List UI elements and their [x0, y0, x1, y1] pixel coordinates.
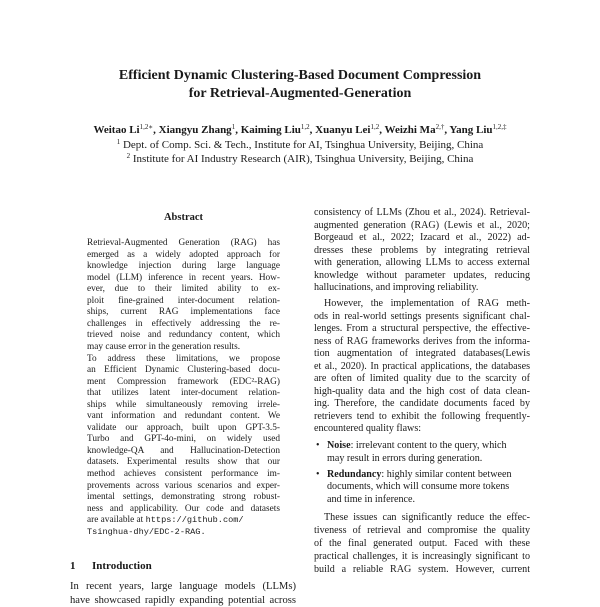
author-name: Weitao Li: [93, 124, 140, 136]
author-affiliation-mark: 1: [231, 123, 236, 131]
body-line: knowledge without parameter updates, reducing: [314, 269, 530, 281]
bullet-text: : highly similar content between: [381, 468, 512, 480]
abstract-line: ploit fine-grained inter-document relation-: [87, 295, 280, 306]
affiliation-2: [0, 153, 600, 166]
body-line: encountered quality flaws:: [314, 423, 422, 434]
abstract-line: that utilizes latent inter-document relation-: [87, 388, 280, 399]
body-line: of the final generated output. Faced with these: [314, 537, 530, 549]
body-line: These issues can significantly reduce the effec-: [324, 511, 530, 523]
abstract-line: method achieves consistent performance im-: [87, 469, 280, 479]
affiliation-text: Dept. of Comp. Sci. & Tech., Institute for AI, Tsinghua University, Beijing, China: [122, 139, 484, 151]
body-line: However, the implementation of RAG meth-: [324, 298, 530, 309]
abstract-line: provements across various scenarios and exper-: [87, 480, 280, 491]
abstract-line: Turbo and GPT-4o-mini, on widely used: [87, 434, 280, 445]
section-heading-introduction: [70, 560, 152, 572]
introduction-line: have showcased rapidly expanding potential across: [70, 595, 296, 606]
abstract-line: are available at https://github.com/: [87, 515, 244, 526]
author-affiliation-mark: 2,†: [435, 123, 445, 131]
bullet-text: may result in errors during generation.: [327, 452, 483, 464]
body-line: ods in real-world settings presents significant chal-: [314, 310, 530, 322]
abstract-line: vant information and redundant content. We: [87, 411, 280, 422]
author-affiliation-mark: 1,2∗: [139, 123, 154, 131]
author-affiliation-mark: 1,2: [300, 123, 310, 131]
bullet-term: Redundancy: [327, 468, 382, 480]
body-line: et al., 2020). In practical applications, the databases: [314, 360, 530, 372]
section-number: 1: [70, 560, 76, 572]
abstract-line: challenges in effectively addressing the re-: [87, 318, 280, 329]
bullet-line: [327, 469, 530, 481]
affiliation-text: Institute for AI Industry Research (AIR), Tsinghua University, Beijing, China: [132, 153, 474, 165]
body-line: with generation, allowing LLMs to access external: [314, 257, 530, 268]
bullet-text: documents, which will consume more tokens: [327, 481, 510, 492]
body-line: consistency of LLMs (Zhou et al., 2024). Retrieval-: [314, 207, 530, 218]
body-line: retrievers tend to exhibit the following frequently-: [314, 410, 530, 422]
abstract-line: To address these limitations, we propose: [87, 353, 280, 364]
code-url[interactable]: https://github.com/: [145, 515, 244, 526]
author-list: Weitao $Li^{1,2∗}$, Xiangyu Zhang$^1$, Kaiming Liu$^{1,2}$, Xuanyu Lei$^{1,2}$, Weizhi $Ma^{2,\dagger}$, Yang Liu$^{1,2,\ddagger}$: [93, 123, 507, 136]
section-title: Introduction: [92, 560, 152, 572]
affiliation-mark: 2: [126, 152, 131, 160]
abstract-line: an Efficient Dynamic Clustering-based docu-: [87, 365, 280, 376]
author-affiliation-mark: 1,2,‡: [492, 123, 507, 131]
body-line: lenges. From a structural perspective, the effective-: [314, 323, 530, 334]
abstract-line: ment Compression framework (EDC²-RAG): [87, 376, 280, 387]
abstract-line: ever, due to their limited ability to ex-: [87, 284, 280, 295]
abstract-heading: Abstract: [163, 212, 204, 223]
abstract-line: Tsinghua-dhy/EDC-2-RAG.: [87, 526, 206, 537]
abstract-line: may cause error in the generation results.: [87, 341, 241, 352]
affiliation-1: [0, 139, 600, 152]
abstract-line: imental settings, demonstrating strong robust-: [87, 492, 280, 503]
introduction-line: In recent years, large language models (LLMs): [70, 581, 296, 592]
author-name: Yang Liu: [449, 124, 493, 136]
bullet-line: [327, 453, 530, 465]
bullet-marker: •: [316, 440, 320, 451]
abstract-line: knowledge injection during large language: [87, 261, 280, 272]
author-name: Kaiming Liu: [240, 124, 301, 136]
bullet-term: Noise: [327, 440, 351, 451]
author-name: Xuanyu Lei: [315, 124, 371, 136]
bullet-line: [327, 494, 530, 506]
paper-title-line-2: for Retrieval-Augmented-Generation: [188, 86, 412, 101]
body-line: hallucinations, and improving reliability.: [314, 282, 479, 293]
author-name: Weizhi Ma: [384, 124, 436, 136]
abstract-line: model (LLM) inference in recent years. How-: [87, 272, 280, 283]
body-line: ing. Therefore, the candidate documents faced by: [314, 398, 530, 409]
body-line: tion augmentation of integrated databases(Lewis: [314, 348, 530, 359]
abstract-line: datasets. Experimental results show that our: [87, 457, 280, 468]
abstract-line: ships while simultaneously removing irrele-: [87, 399, 280, 410]
body-line: tiveness of retrieval and compromise the quality: [314, 524, 530, 536]
bullet-text: and time in inference.: [327, 493, 415, 505]
bullet-line: [327, 481, 530, 493]
body-line: augmented generation (RAG) (Lewis et al., 2020;: [314, 219, 530, 231]
author-name: Xiangyu Zhang: [158, 124, 232, 136]
abstract-line: trieved noise and redundancy content, which: [87, 330, 280, 341]
bullet-line: [327, 440, 530, 452]
abstract-line: ships, current RAG implementations face: [87, 307, 280, 318]
body-line: are often of limited quality due to the scarcity of: [314, 373, 530, 384]
affiliation-mark: 1: [116, 138, 121, 146]
body-line: build a reliable RAG system. However, current: [314, 563, 530, 575]
body-line: Borgeaud et al., 2022; Izacard et al., 2022) ad-: [314, 232, 530, 243]
abstract-line: ness and applicability. Our code and datasets: [87, 503, 280, 514]
body-line: high-quality data and the high cost of data clean-: [314, 385, 530, 397]
paper-title-line-1: Efficient Dynamic Clustering-Based Document Compression: [118, 68, 482, 83]
abstract-line: Retrieval-Augmented Generation (RAG) has: [87, 238, 280, 248]
body-line: ness of RAG frameworks derives from the informa-: [314, 335, 530, 347]
bullet-text: : irrelevant content to the query, which: [350, 440, 507, 451]
abstract-line: knowledge-QA and Hallucination-Detection: [87, 445, 280, 456]
body-line: practical challenges, it is increasingly significant to: [314, 550, 530, 562]
abstract-line: emerged as a widely adopted approach for: [87, 249, 280, 260]
abstract-line: validate our approach, built upon GPT-3.5-: [87, 422, 280, 433]
body-line: dresses these problems by integrating retrieval: [314, 244, 530, 256]
author-affiliation-mark: 1,2: [370, 123, 380, 131]
bullet-marker: •: [316, 468, 320, 480]
